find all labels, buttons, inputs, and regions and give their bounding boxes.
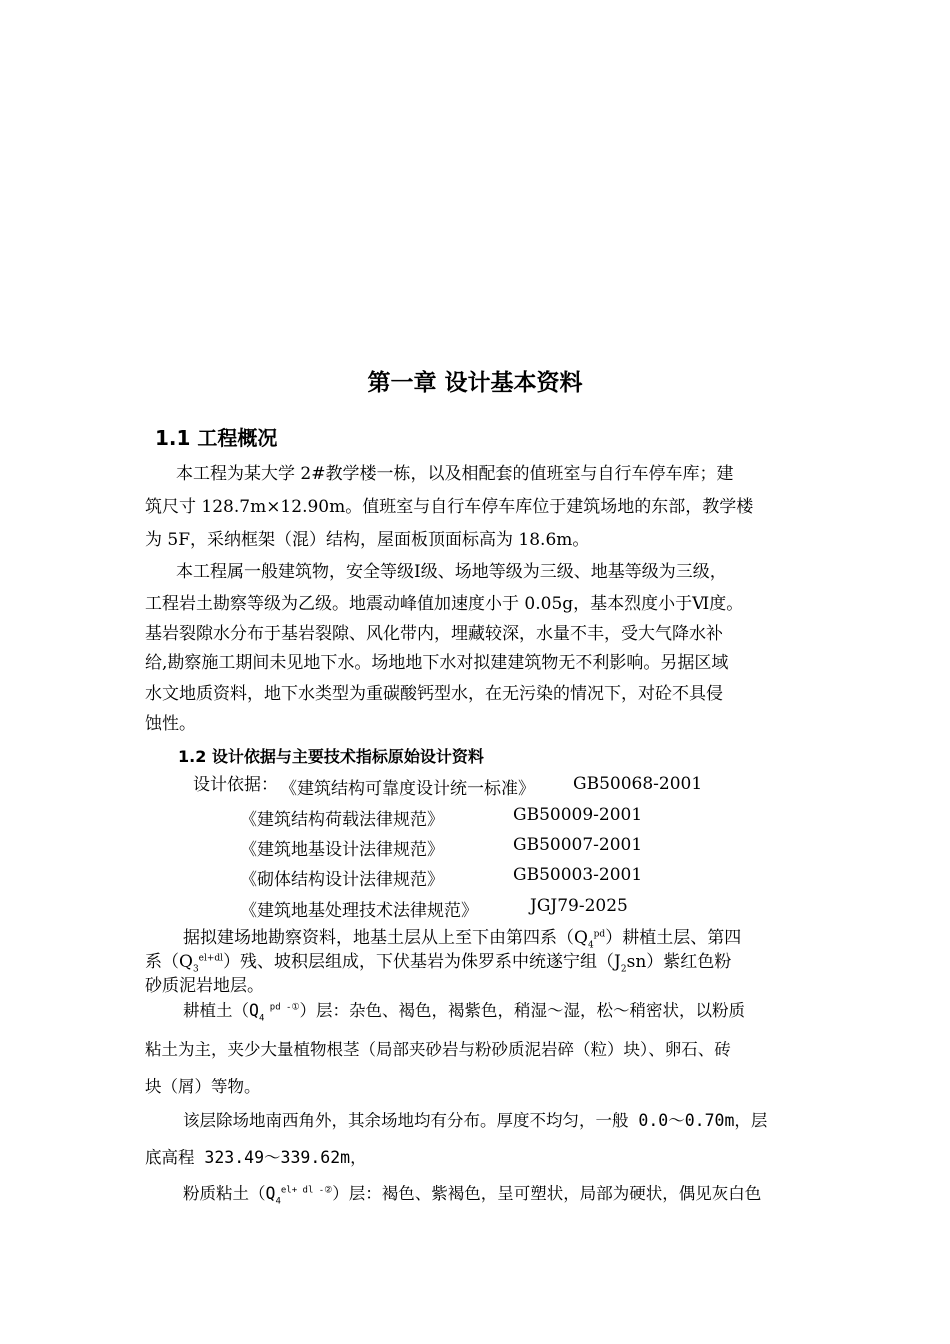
design-basis-label: 设计依据： xyxy=(193,775,278,795)
section-heading-1-2: 1.2 设计依据与主要技术指标原始设计资料 xyxy=(178,747,484,766)
text-run: sn）紫红色粉 xyxy=(626,952,732,972)
text-run: 耕植土（Q xyxy=(183,1001,259,1020)
layer1-line-1 xyxy=(183,1000,745,1022)
standard-code: GB50009-2001 xyxy=(513,805,643,825)
paragraph-1-line-1: 本工程为某大学 2#教学楼一栋，以及相配套的值班室与自行车停车库；建 xyxy=(176,464,734,484)
paragraph-2-line-5: 水文地质资料，地下水类型为重碳酸钙型水，在无污染的情况下，对砼不具侵 xyxy=(145,684,723,704)
text-run: 粉质粘土（Q xyxy=(183,1184,276,1203)
layer1-line-3: 块（屑）等物。 xyxy=(145,1077,261,1096)
standard-title: 《建筑地基设计法律规范》 xyxy=(240,840,444,860)
layer1-dist-line-2: 底高程 323.49～339.62m， xyxy=(145,1148,367,1167)
text-run: 系（Q xyxy=(145,952,193,972)
standard-code: GB50003-2001 xyxy=(513,865,643,885)
superscript: el+ dl -② xyxy=(280,1185,333,1196)
strata-intro-line-3: 砂质泥岩地层。 xyxy=(145,976,264,996)
section-heading-1-1: 1.1 工程概况 xyxy=(155,426,278,450)
layer2-line-1 xyxy=(183,1183,761,1205)
standard-code: GB50007-2001 xyxy=(513,835,643,855)
subscript: 4 xyxy=(587,940,594,951)
subscript: 4 xyxy=(275,1196,281,1207)
text-run: ）残、坡积层组成，下伏基岩为侏罗系中统遂宁组（J xyxy=(223,952,621,972)
standard-code: GB50068-2001 xyxy=(573,774,703,794)
standard-title: 《建筑结构荷载法律规范》 xyxy=(240,810,444,830)
paragraph-2-line-3: 基岩裂隙水分布于基岩裂隙、风化带内，埋藏较深，水量不丰，受大气降水补 xyxy=(145,624,723,644)
text-run: ）层：杂色、褐色，褐紫色，稍湿～湿，松～稍密状，以粉质 xyxy=(299,1001,746,1020)
chapter-title: 第一章 设计基本资料 xyxy=(367,370,583,396)
subscript: 4 xyxy=(258,1013,265,1024)
standard-code: JGJ79-2025 xyxy=(530,896,628,916)
strata-intro-line-1 xyxy=(183,927,741,949)
paragraph-1-line-3: 为 5F，采纳框架（混）结构，屋面板顶面标高为 18.6m。 xyxy=(145,530,590,550)
superscript: pd -① xyxy=(264,1002,300,1013)
text-run: ）耕植土层、第四 xyxy=(605,928,742,948)
standard-title: 《建筑结构可靠度设计统一标准》 xyxy=(280,779,535,799)
paragraph-1-line-2: 筑尺寸 128.7m×12.90m。值班室与自行车停车库位于建筑场地的东部，教学楼 xyxy=(145,497,754,517)
paragraph-2-line-2: 工程岩土勘察等级为乙级。地震动峰值加速度小于 0.05g，基本烈度小于Ⅵ度。 xyxy=(145,594,744,614)
subscript: 2 xyxy=(620,964,627,975)
paragraph-2-line-1: 本工程属一般建筑物，安全等级Ⅰ级、场地等级为三级、地基等级为三级， xyxy=(176,562,727,582)
superscript: el+dl xyxy=(198,953,224,964)
subscript: 3 xyxy=(192,964,199,975)
layer1-line-2: 粘土为主，夹少大量植物根茎（局部夹砂岩与粉砂质泥岩碎（粒）块）、卵石、砖 xyxy=(145,1040,731,1059)
layer1-dist-line-1: 该层除场地南西角外，其余场地均有分布。厚度不均匀，一般 0.0～0.70m，层 xyxy=(183,1111,768,1130)
paragraph-2-line-6: 蚀性。 xyxy=(145,714,196,734)
text-run: 据拟建场地勘察资料，地基土层从上至下由第四系（Q xyxy=(183,928,588,948)
paragraph-2-line-4: 给,勘察施工期间未见地下水。场地地下水对拟建建筑物无不利影响。另据区域 xyxy=(145,653,729,673)
superscript: pd xyxy=(593,929,606,940)
standard-title: 《建筑地基处理技术法律规范》 xyxy=(240,901,478,921)
text-run: ）层：褐色、紫褐色，呈可塑状，局部为硬状，偶见灰白色 xyxy=(332,1184,762,1203)
standard-title: 《砌体结构设计法律规范》 xyxy=(240,870,444,890)
strata-intro-line-2 xyxy=(145,951,731,973)
